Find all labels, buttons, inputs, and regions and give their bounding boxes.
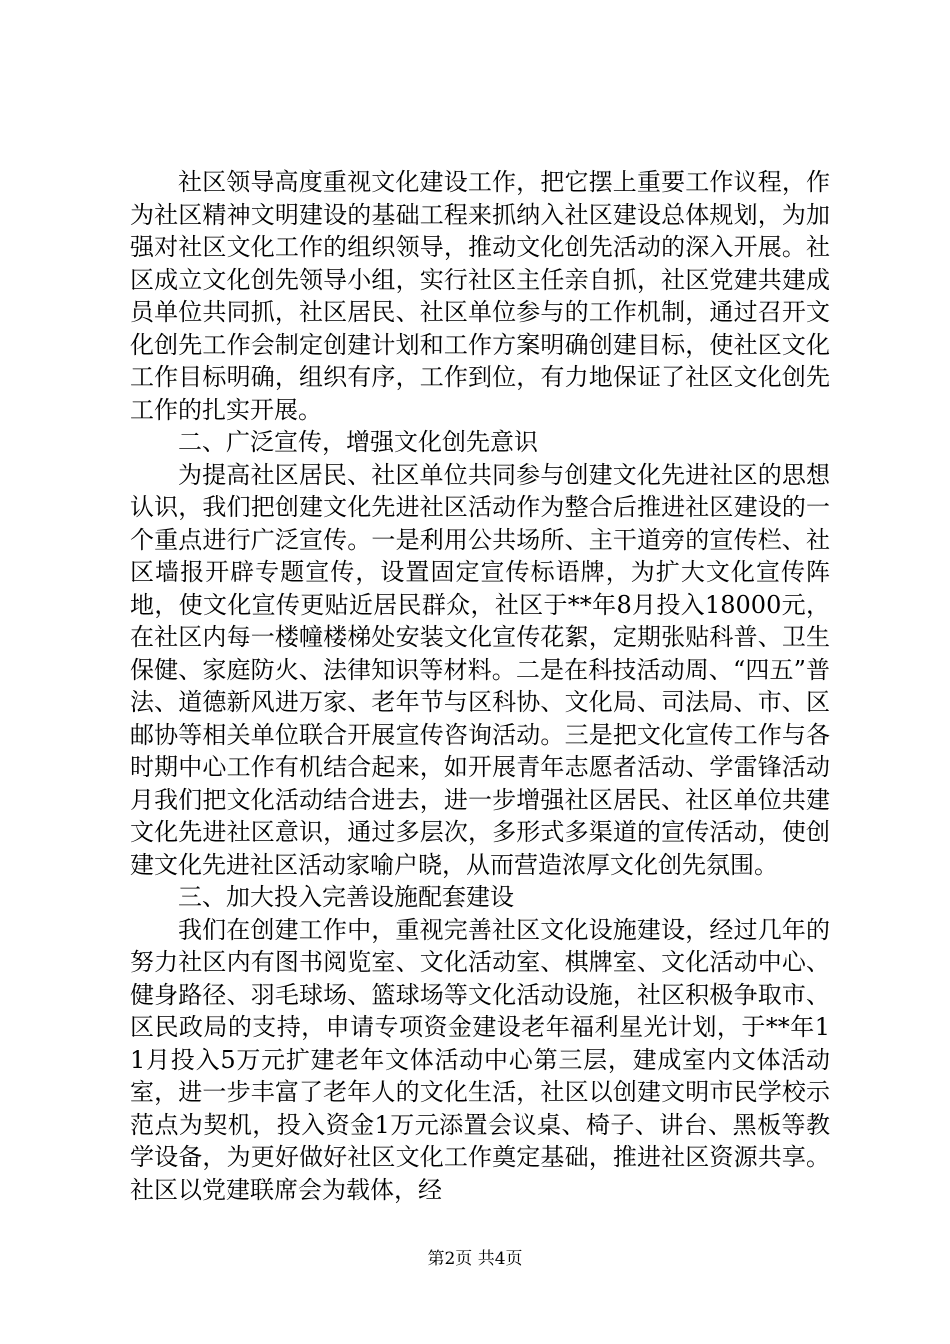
body-paragraph: 为提高社区居民、社区单位共同参与创建文化先进社区的思想认识，我们把创建文化先进社区活动作为整合后推进社区建设的一个重点进行广泛宣传。一是利用公共场所、主干道旁的宣传栏、社区墙报开辟专题宣传，设置固定宣传标语牌，为扩大文化宣传阵地，使文化宣传更贴近居民群众，社区于**年8月投入18000元，在社区内每一楼幢楼梯处安装文化宣传花絮，定期张贴科普、卫生保健、家庭防火、法律知识等材料。二是在科技活动周、“四五”普法、道德新风进万家、老年节与区科协、文化局、司法局、市、区邮协等相关单位联合开展宣传咨询活动。三是把文化宣传工作与各时期中心工作有机结合起来，如开展青年志愿者活动、学雷锋活动月我们把文化活动结合进去，进一步增强社区居民、社区单位共建文化先进社区意识，通过多层次，多形式多渠道的宣传活动，使创建文化先进社区活动家喻户晓，从而营造浓厚文化创先氛围。 [130, 460, 830, 879]
document-body [130, 166, 830, 1206]
section-heading: 二、广泛宣传，增强文化创先意识 [178, 428, 538, 456]
page-footer: 第2页 共4页 [427, 1249, 523, 1269]
body-paragraph: 社区领导高度重视文化建设工作，把它摆上重要工作议程，作为社区精神文明建设的基础工程来抓纳入社区建设总体规划，为加强对社区文化工作的组织领导，推动文化创先活动的深入开展。社区成立文化创先领导小组，实行社区主任亲自抓，社区党建共建成员单位共同抓，社区居民、社区单位参与的工作机制，通过召开文化创先工作会制定创建计划和工作方案明确创建目标，使社区文化工作目标明确，组织有序，工作到位，有力地保证了社区文化创先工作的扎实开展。 [130, 168, 830, 424]
body-paragraph: 我们在创建工作中，重视完善社区文化设施建设，经过几年的努力社区内有图书阅览室、文化活动室、棋牌室、文化活动中心、健身路径、羽毛球场、篮球场等文化活动设施，社区积极争取市、区民政局的支持，申请专项资金建设老年福利星光计划，于**年11月投入5万元扩建老年文体活动中心第三层，建成室内文体活动室，进一步丰富了老年人的文化生活，社区以创建文明市民学校示范点为契机，投入资金1万元添置会议桌、椅子、讲台、黑板等教学设备，为更好做好社区文化工作奠定基础，推进社区资源共享。社区以党建联席会为载体，经 [130, 915, 830, 1204]
section-heading: 三、加大投入完善设施配套建设 [178, 883, 514, 911]
